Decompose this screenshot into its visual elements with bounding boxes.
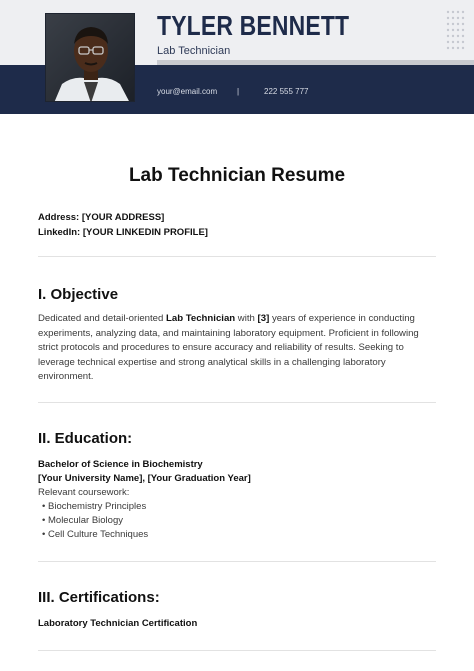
objective-paragraph: Dedicated and detail-oriented Lab Technician with [3] years of experience in conducting experiments, analyzing data, and maintaining laboratory equipment. Proficient in following strict protocols and procedures to ensure accuracy and reliability of results. Seeking to leverage technical expertise and strong analytical skills in a challenging laboratory environment. [38,313,419,382]
list-item: • Cell Culture Techniques [42,529,149,540]
divider [38,561,436,562]
contact-email[interactable]: your@email.com [157,87,218,96]
certification-item: Laboratory Technician Certification [38,618,198,629]
objective-heading: I. Objective [38,286,119,303]
address-line: Address: [YOUR ADDRESS] [38,212,165,223]
objective-years: [3] [257,313,270,324]
document-title: Lab Technician Resume [128,165,346,186]
divider [38,650,436,651]
education-degree: Bachelor of Science in Biochemistry [38,459,203,470]
divider [38,256,436,257]
certifications-heading: III. Certifications: [38,589,160,606]
education-university: [Your University Name], [Your Graduation Year] [38,473,251,484]
education-heading: II. Education: [38,430,133,447]
objective-role: Lab Technician [166,313,236,324]
divider [38,402,436,403]
applicant-role: Lab Technician [157,45,231,57]
list-item: • Biochemistry Principles [42,501,147,512]
linkedin-line: LinkedIn: [YOUR LINKEDIN PROFILE] [38,227,208,238]
coursework-label: Relevant coursework: [38,487,130,498]
profile-photo [45,13,135,102]
decorative-dots-icon [446,10,466,50]
list-item: • Molecular Biology [42,515,123,526]
contact-phone[interactable]: 222 555 777 [264,87,309,96]
contact-separator: | [237,87,240,96]
applicant-name: TYLER BENNETT [157,10,350,41]
